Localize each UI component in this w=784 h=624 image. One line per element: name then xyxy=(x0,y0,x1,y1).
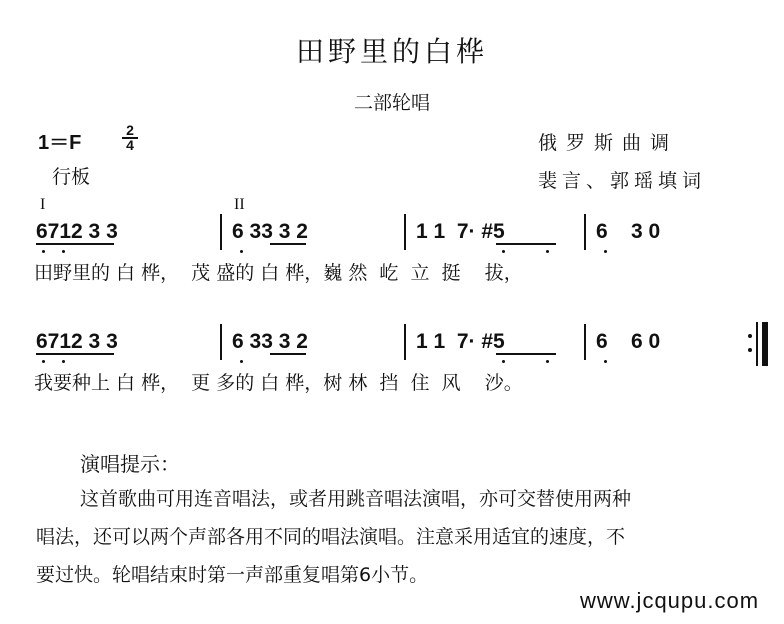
key-signature: 1＝F xyxy=(38,132,82,154)
low-octave-dot xyxy=(502,360,505,363)
beam xyxy=(496,353,556,355)
low-octave-dot xyxy=(42,250,45,253)
time-signature xyxy=(122,124,138,152)
barline xyxy=(584,214,586,250)
tips-body xyxy=(36,480,766,594)
low-octave-dot xyxy=(546,360,549,363)
part-two-mark: II xyxy=(234,196,245,213)
tempo-marking: 行板 xyxy=(52,166,91,188)
line2-lyrics: 我要种上 白 桦， 更 多的 白 桦，树 林 挡 住 风 沙。 xyxy=(34,372,523,394)
line2-measure-4: 6 6 0 xyxy=(596,330,661,353)
time-numerator: 2 xyxy=(122,124,138,139)
composer-credit: 俄罗斯曲调 xyxy=(538,132,679,154)
repeat-dot xyxy=(748,334,752,338)
low-octave-dot xyxy=(240,250,243,253)
beam xyxy=(496,243,556,245)
line2-measure-1: 6712 3 3 xyxy=(36,330,118,353)
beam xyxy=(270,353,306,355)
line1-measure-1: 6712 3 3 xyxy=(36,220,118,243)
beam xyxy=(36,243,114,245)
final-barline-thick xyxy=(762,322,768,366)
line2-measure-3: 1 1 7· #5 xyxy=(416,330,505,353)
low-octave-dot xyxy=(240,360,243,363)
tips-heading: 演唱提示： xyxy=(80,452,180,476)
low-octave-dot xyxy=(62,360,65,363)
line1-measure-3: 1 1 7· #5 xyxy=(416,220,505,243)
low-octave-dot xyxy=(42,360,45,363)
barline xyxy=(584,324,586,360)
barline xyxy=(220,214,222,250)
tips-line-2: 唱法，还可以两个声部各用不同的唱法演唱。注意采用适宜的速度，不 xyxy=(36,526,626,548)
low-octave-dot xyxy=(62,250,65,253)
line1-measure-2: 6 33 3 2 xyxy=(232,220,308,243)
line1-measure-4: 6 3 0 xyxy=(596,220,661,243)
line1-lyrics: 田野里的 白 桦， 茂 盛的 白 桦，巍 然 屹 立 挺 拔， xyxy=(34,262,523,284)
barline xyxy=(404,214,406,250)
line2-measure-2: 6 33 3 2 xyxy=(232,330,308,353)
barline xyxy=(404,324,406,360)
low-octave-dot xyxy=(604,360,607,363)
song-subtitle: 二部轮唱 xyxy=(353,92,430,114)
repeat-dot xyxy=(748,348,752,352)
time-denominator: 4 xyxy=(126,137,134,153)
barline xyxy=(220,324,222,360)
low-octave-dot xyxy=(502,250,505,253)
beam xyxy=(36,353,114,355)
beam xyxy=(270,243,306,245)
tips-line-1: 这首歌曲可用连音唱法，或者用跳音唱法演唱，亦可交替使用两种 xyxy=(80,488,632,510)
low-octave-dot xyxy=(604,250,607,253)
part-one-mark: I xyxy=(40,196,46,213)
lyricist-credit: 裴言、郭瑶填词 xyxy=(538,170,707,192)
site-watermark: www.jcqupu.com xyxy=(580,588,760,613)
tips-line-3: 要过快。轮唱结束时第一声部重复唱第6小节。 xyxy=(36,564,429,586)
song-title: 田野里的白桦 xyxy=(295,35,488,68)
low-octave-dot xyxy=(546,250,549,253)
final-barline-thin xyxy=(756,322,758,366)
